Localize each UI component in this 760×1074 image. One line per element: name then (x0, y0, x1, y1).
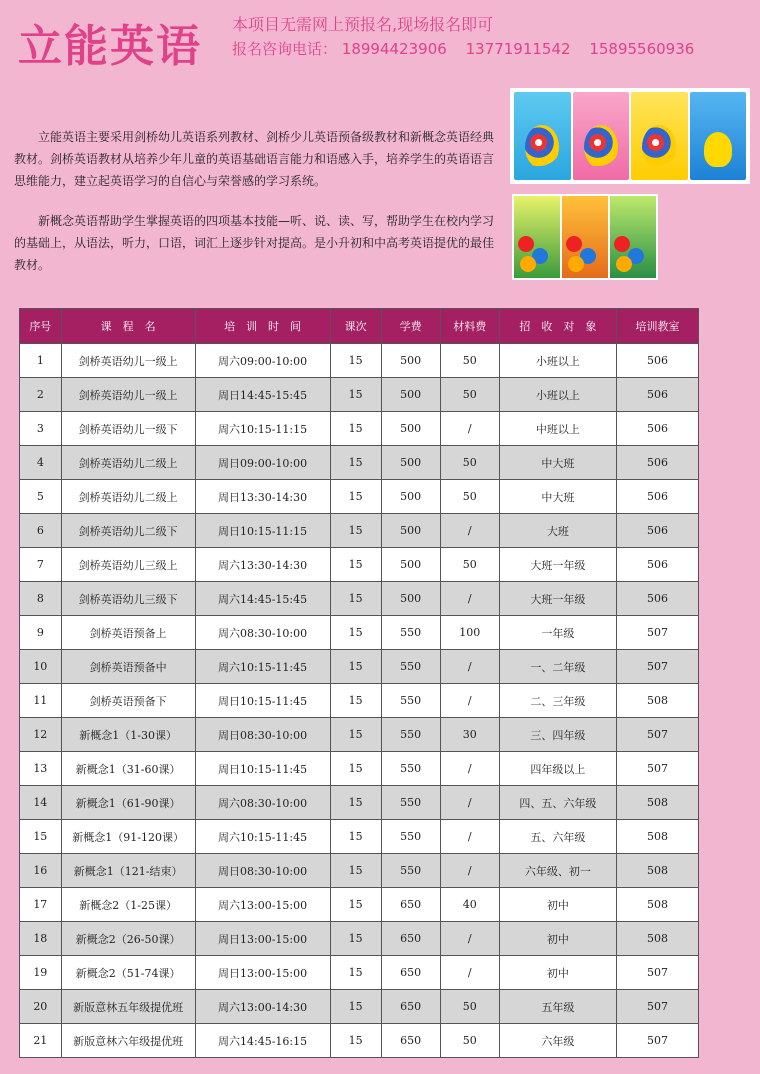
cell-material-fee: / (440, 922, 499, 956)
cambridge-kids-book-1-icon (514, 92, 571, 180)
cell-material-fee: 50 (440, 446, 499, 480)
table-row (20, 786, 699, 820)
header-tuition: 学费 (381, 309, 440, 344)
cell-index: 18 (20, 922, 62, 956)
cell-target: 二、三年级 (499, 684, 616, 718)
cell-sessions: 15 (330, 684, 381, 718)
table-row (20, 616, 699, 650)
new-concept-english-book-3-icon (610, 196, 656, 278)
cell-classroom: 508 (617, 854, 699, 888)
cell-course: 剑桥英语幼儿二级下 (61, 514, 195, 548)
cell-course: 新概念1（1-30课） (61, 718, 195, 752)
table-row (20, 820, 699, 854)
cell-time: 周六14:45-15:45 (195, 582, 330, 616)
cell-sessions: 15 (330, 1024, 381, 1058)
cell-tuition: 550 (381, 684, 440, 718)
cell-index: 1 (20, 344, 62, 378)
cell-time: 周六13:00-14:30 (195, 990, 330, 1024)
cell-tuition: 650 (381, 990, 440, 1024)
table-row (20, 514, 699, 548)
table-row (20, 922, 699, 956)
cell-time: 周日13:30-14:30 (195, 480, 330, 514)
cell-course: 新概念2（26-50课） (61, 922, 195, 956)
cell-tuition: 500 (381, 446, 440, 480)
cell-course: 新概念2（51-74课） (61, 956, 195, 990)
table-row (20, 548, 699, 582)
cell-time: 周日10:15-11:45 (195, 752, 330, 786)
phone-label: 报名咨询电话： (232, 40, 338, 58)
cell-classroom: 506 (617, 514, 699, 548)
cell-classroom: 506 (617, 378, 699, 412)
cell-material-fee: 50 (440, 990, 499, 1024)
course-schedule-table (19, 308, 699, 1058)
cell-tuition: 500 (381, 480, 440, 514)
cell-tuition: 500 (381, 514, 440, 548)
cell-index: 10 (20, 650, 62, 684)
cell-material-fee: 50 (440, 1024, 499, 1058)
cell-material-fee: 50 (440, 378, 499, 412)
cell-course: 剑桥英语预备中 (61, 650, 195, 684)
table-row (20, 480, 699, 514)
cell-sessions: 15 (330, 752, 381, 786)
cell-time: 周六13:00-15:00 (195, 888, 330, 922)
cell-course: 新版意林五年级提优班 (61, 990, 195, 1024)
cell-course: 新概念2（1-25课） (61, 888, 195, 922)
cell-sessions: 15 (330, 446, 381, 480)
cell-time: 周日10:15-11:15 (195, 514, 330, 548)
cell-material-fee: 50 (440, 344, 499, 378)
cell-sessions: 15 (330, 820, 381, 854)
phone-number-3: 15895560936 (589, 40, 695, 58)
phone-number-2: 13771911542 (465, 40, 571, 58)
table-row (20, 582, 699, 616)
cell-classroom: 507 (617, 718, 699, 752)
cell-classroom: 506 (617, 480, 699, 514)
cell-material-fee: 40 (440, 888, 499, 922)
cell-index: 7 (20, 548, 62, 582)
cell-sessions: 15 (330, 480, 381, 514)
cell-index: 21 (20, 1024, 62, 1058)
cell-classroom: 507 (617, 650, 699, 684)
cell-sessions: 15 (330, 990, 381, 1024)
cell-tuition: 650 (381, 1024, 440, 1058)
cell-target: 六年级、初一 (499, 854, 616, 888)
cell-sessions: 15 (330, 854, 381, 888)
cell-time: 周六10:15-11:45 (195, 650, 330, 684)
cell-target: 四年级以上 (499, 752, 616, 786)
cell-time: 周六09:00-10:00 (195, 344, 330, 378)
table-row (20, 1024, 699, 1058)
table-row (20, 990, 699, 1024)
cell-classroom: 507 (617, 752, 699, 786)
cell-sessions: 15 (330, 378, 381, 412)
header-material-fee: 材料费 (440, 309, 499, 344)
cell-index: 4 (20, 446, 62, 480)
cell-course: 新概念1（121-结束） (61, 854, 195, 888)
header-course: 课 程 名 (61, 309, 195, 344)
cell-time: 周六10:15-11:45 (195, 820, 330, 854)
cell-tuition: 650 (381, 922, 440, 956)
cell-classroom: 507 (617, 990, 699, 1024)
cell-target: 一年级 (499, 616, 616, 650)
cell-classroom: 506 (617, 344, 699, 378)
cell-time: 周日08:30-10:00 (195, 854, 330, 888)
cell-index: 3 (20, 412, 62, 446)
cell-time: 周日14:45-15:45 (195, 378, 330, 412)
cell-course: 剑桥英语幼儿三级上 (61, 548, 195, 582)
table-row (20, 684, 699, 718)
cell-target: 大班 (499, 514, 616, 548)
cell-course: 剑桥英语预备上 (61, 616, 195, 650)
header-index: 序号 (20, 309, 62, 344)
cambridge-kids-book-3-icon (631, 92, 688, 180)
cell-classroom: 506 (617, 412, 699, 446)
cell-time: 周六08:30-10:00 (195, 786, 330, 820)
cell-material-fee: 100 (440, 616, 499, 650)
cell-sessions: 15 (330, 718, 381, 752)
cell-classroom: 508 (617, 684, 699, 718)
cell-classroom: 508 (617, 786, 699, 820)
cell-sessions: 15 (330, 514, 381, 548)
cell-tuition: 500 (381, 582, 440, 616)
cell-index: 6 (20, 514, 62, 548)
cell-material-fee: / (440, 752, 499, 786)
cell-index: 17 (20, 888, 62, 922)
cell-time: 周日13:00-15:00 (195, 956, 330, 990)
cell-tuition: 550 (381, 820, 440, 854)
cell-sessions: 15 (330, 616, 381, 650)
phone-line (232, 38, 708, 59)
cambridge-young-learners-icon (690, 92, 747, 180)
header-classroom: 培训教室 (617, 309, 699, 344)
cell-course: 新概念1（91-120课） (61, 820, 195, 854)
new-concept-english-book-2-icon (562, 196, 608, 278)
cell-target: 大班一年级 (499, 582, 616, 616)
table-row (20, 446, 699, 480)
intro-paragraph-1: 立能英语主要采用剑桥幼儿英语系列教材、剑桥少儿英语预备级教材和新概念英语经典教材。剑桥英语教材从培养少年儿童的英语基础语言能力和语感入手，培养学生的英语语言思维能力，建立起英语学习的自信心与荣誉感的学习系统。 (14, 130, 495, 188)
header-target: 招 收 对 象 (499, 309, 616, 344)
cell-classroom: 507 (617, 616, 699, 650)
cell-material-fee: / (440, 786, 499, 820)
table-row (20, 344, 699, 378)
cell-classroom: 507 (617, 956, 699, 990)
cell-tuition: 500 (381, 412, 440, 446)
cell-classroom: 508 (617, 922, 699, 956)
cell-index: 16 (20, 854, 62, 888)
cell-tuition: 550 (381, 854, 440, 888)
cell-sessions: 15 (330, 582, 381, 616)
cell-tuition: 550 (381, 718, 440, 752)
cell-course: 剑桥英语幼儿一级下 (61, 412, 195, 446)
table-row (20, 956, 699, 990)
cell-material-fee: / (440, 854, 499, 888)
new-concept-english-book-1-icon (514, 196, 560, 278)
cell-classroom: 508 (617, 888, 699, 922)
cell-time: 周日13:00-15:00 (195, 922, 330, 956)
cell-material-fee: 30 (440, 718, 499, 752)
cell-index: 9 (20, 616, 62, 650)
registration-notice: 本项目无需网上预报名,现场报名即可 (232, 15, 494, 34)
table-header-row (20, 309, 699, 344)
table-row (20, 752, 699, 786)
cambridge-books-image (512, 90, 748, 182)
cell-index: 20 (20, 990, 62, 1024)
cell-tuition: 650 (381, 956, 440, 990)
cell-sessions: 15 (330, 888, 381, 922)
cell-classroom: 508 (617, 820, 699, 854)
table-row (20, 888, 699, 922)
intro-paragraph-2: 新概念英语帮助学生掌握英语的四项基本技能—听、说、读、写，帮助学生在校内学习的基础上，从语法，听力，口语，词汇上逐步针对提高。是小升初和中高考英语提优的最佳教材。 (14, 214, 495, 272)
cell-target: 初中 (499, 956, 616, 990)
cell-classroom: 506 (617, 548, 699, 582)
cell-material-fee: 50 (440, 480, 499, 514)
cell-tuition: 650 (381, 888, 440, 922)
cell-tuition: 500 (381, 344, 440, 378)
cell-index: 19 (20, 956, 62, 990)
cell-material-fee: / (440, 650, 499, 684)
cambridge-kids-book-2-icon (573, 92, 630, 180)
cell-sessions: 15 (330, 922, 381, 956)
cell-time: 周日10:15-11:45 (195, 684, 330, 718)
cell-target: 小班以上 (499, 378, 616, 412)
cell-material-fee: / (440, 820, 499, 854)
cell-course: 剑桥英语幼儿一级上 (61, 344, 195, 378)
cell-course: 新概念1（61-90课） (61, 786, 195, 820)
cell-index: 2 (20, 378, 62, 412)
cell-time: 周六10:15-11:15 (195, 412, 330, 446)
cell-course: 剑桥英语幼儿二级上 (61, 446, 195, 480)
table-row (20, 650, 699, 684)
cell-tuition: 550 (381, 786, 440, 820)
cell-index: 5 (20, 480, 62, 514)
cell-sessions: 15 (330, 412, 381, 446)
cell-material-fee: / (440, 412, 499, 446)
cell-sessions: 15 (330, 956, 381, 990)
cell-index: 13 (20, 752, 62, 786)
cell-target: 小班以上 (499, 344, 616, 378)
cell-material-fee: / (440, 956, 499, 990)
new-concept-books-image (512, 194, 658, 280)
cell-target: 四、五、六年级 (499, 786, 616, 820)
cell-time: 周日08:30-10:00 (195, 718, 330, 752)
cell-time: 周日09:00-10:00 (195, 446, 330, 480)
cell-index: 8 (20, 582, 62, 616)
cell-target: 中大班 (499, 480, 616, 514)
header-time: 培 训 时 间 (195, 309, 330, 344)
cell-index: 15 (20, 820, 62, 854)
cell-target: 六年级 (499, 1024, 616, 1058)
cell-index: 14 (20, 786, 62, 820)
phone-number-1: 18994423906 (341, 40, 447, 58)
cell-material-fee: / (440, 582, 499, 616)
cell-target: 五年级 (499, 990, 616, 1024)
header-sessions: 课次 (330, 309, 381, 344)
cell-index: 11 (20, 684, 62, 718)
cell-course: 剑桥英语幼儿二级上 (61, 480, 195, 514)
cell-sessions: 15 (330, 650, 381, 684)
cell-target: 初中 (499, 922, 616, 956)
cell-classroom: 506 (617, 446, 699, 480)
cell-sessions: 15 (330, 548, 381, 582)
brand-logo: 立能英语 (18, 21, 202, 72)
table-row (20, 378, 699, 412)
table-row (20, 854, 699, 888)
cell-target: 中班以上 (499, 412, 616, 446)
cell-classroom: 507 (617, 1024, 699, 1058)
cell-sessions: 15 (330, 786, 381, 820)
cell-time: 周六13:30-14:30 (195, 548, 330, 582)
cell-classroom: 506 (617, 582, 699, 616)
cell-target: 大班一年级 (499, 548, 616, 582)
cell-material-fee: 50 (440, 548, 499, 582)
cell-target: 三、四年级 (499, 718, 616, 752)
cell-tuition: 500 (381, 548, 440, 582)
cell-material-fee: / (440, 514, 499, 548)
cell-tuition: 550 (381, 616, 440, 650)
cell-course: 剑桥英语幼儿三级下 (61, 582, 195, 616)
cell-course: 新概念1（31-60课） (61, 752, 195, 786)
cell-sessions: 15 (330, 344, 381, 378)
cell-time: 周六08:30-10:00 (195, 616, 330, 650)
cell-time: 周六14:45-16:15 (195, 1024, 330, 1058)
cell-course: 剑桥英语预备下 (61, 684, 195, 718)
table-row (20, 412, 699, 446)
cell-tuition: 550 (381, 650, 440, 684)
cell-index: 12 (20, 718, 62, 752)
cell-tuition: 500 (381, 378, 440, 412)
cell-target: 中大班 (499, 446, 616, 480)
cell-course: 剑桥英语幼儿一级上 (61, 378, 195, 412)
cell-target: 一、二年级 (499, 650, 616, 684)
cell-tuition: 550 (381, 752, 440, 786)
cell-course: 新版意林六年级提优班 (61, 1024, 195, 1058)
cell-target: 初中 (499, 888, 616, 922)
table-row (20, 718, 699, 752)
cell-material-fee: / (440, 684, 499, 718)
cell-target: 五、六年级 (499, 820, 616, 854)
